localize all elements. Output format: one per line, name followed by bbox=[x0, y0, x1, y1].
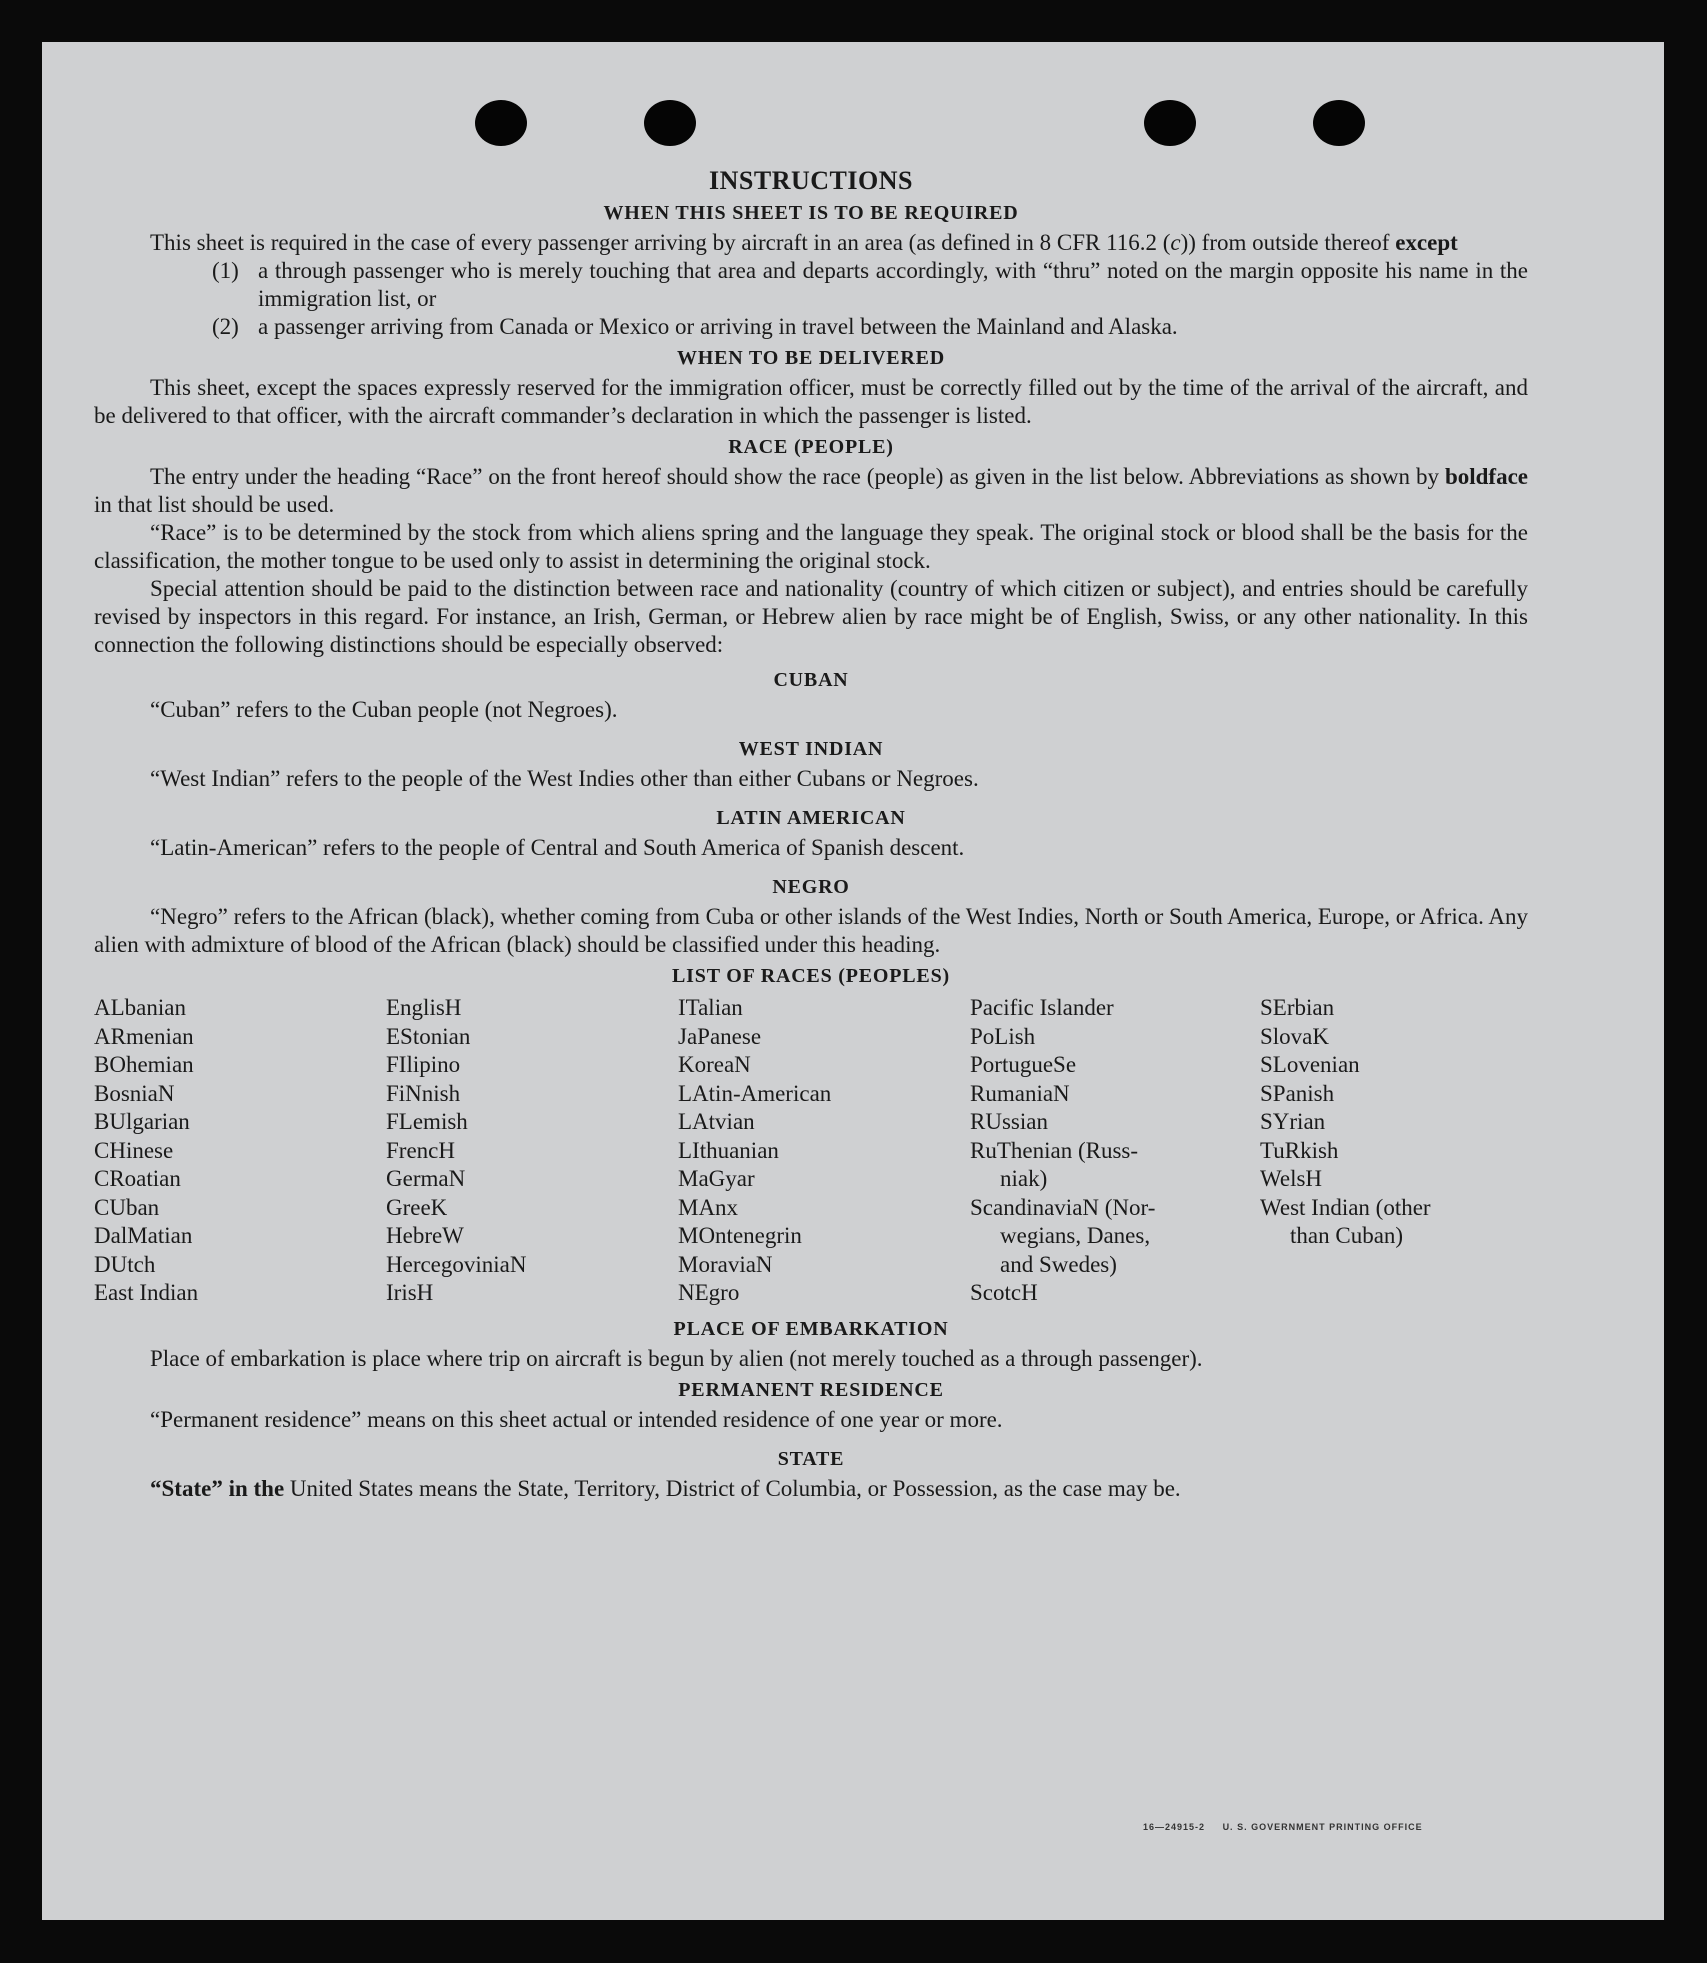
race-entry: SPanish bbox=[1260, 1080, 1335, 1106]
race-entry: BOhemian bbox=[94, 1052, 194, 1077]
race-paragraph-3: Special attention should be paid to the distinction between race and nationality (country of which citizen or subject), and entries should be carefully revised by inspectors in this regard. For instance, an Irish, German, or Hebrew alien by race might be of English, Swiss, or any other nationality. In this connection the following distinctions should be especially observed: bbox=[94, 576, 1528, 657]
races-list bbox=[94, 994, 1528, 1308]
race-entry: HercegoviniaN bbox=[386, 1251, 527, 1277]
punch-hole bbox=[1313, 100, 1365, 146]
race-entry: DalMatian bbox=[94, 1223, 193, 1248]
race-entry: FrencH bbox=[386, 1137, 455, 1163]
race-entry: LAtvian bbox=[678, 1109, 755, 1134]
document-sheet bbox=[42, 42, 1664, 1920]
delivered-text: This sheet, except the spaces expressly reserved for the immigration officer, must be correctly filled out by the time of the arrival of the aircraft, and be delivered to that officer, with the aircraft commander’s declaration in which the passenger is listed. bbox=[94, 375, 1528, 428]
printer-name: U. S. GOVERNMENT PRINTING OFFICE bbox=[1222, 1822, 1423, 1832]
race-paragraph-2: “Race” is to be determined by the stock from which aliens spring and the language they speak. The original stock or blood shall be the basis for the classification, the mother tongue to be used only to assist in determining the original stock. bbox=[94, 520, 1528, 573]
race-entry: JaPanese bbox=[678, 1023, 762, 1049]
race-entry: SlovaK bbox=[1260, 1023, 1329, 1049]
race-paragraph-1: The entry under the heading “Race” on the front hereof should show the race (people) as given in the list below. Abbreviations as shown by boldface in that list should be used. bbox=[94, 464, 1528, 517]
race-entry: EStonian bbox=[386, 1023, 471, 1049]
race-entry: PortugueSe bbox=[970, 1052, 1077, 1077]
race-entry: ALbanian bbox=[94, 995, 186, 1020]
state-text: “State” in the United States means the State, Territory, District of Columbia, or Possession, as the case may be. bbox=[150, 1475, 1181, 1501]
race-entry: SLovenian bbox=[1260, 1052, 1360, 1077]
race-entry: WelsH bbox=[1260, 1166, 1323, 1191]
race-entry: KoreaN bbox=[678, 1052, 751, 1077]
race-entry: MaGyar bbox=[678, 1166, 755, 1191]
printer-footer bbox=[1143, 1822, 1423, 1832]
race-entry-continuation: and Swedes) bbox=[1000, 1251, 1117, 1277]
races-column-5 bbox=[1260, 994, 1518, 1308]
race-entry: BosniaN bbox=[94, 1080, 175, 1106]
race-entry: SYrian bbox=[1260, 1109, 1326, 1134]
section-heading-latin-american: LATIN AMERICAN bbox=[716, 807, 906, 829]
race-entry: DUtch bbox=[94, 1251, 156, 1277]
race-entry: EnglisH bbox=[386, 995, 462, 1020]
section-heading-west-indian: WEST INDIAN bbox=[738, 738, 884, 760]
race-entry: HebreW bbox=[386, 1223, 464, 1248]
embarkation-text: Place of embarkation is place where trip on aircraft is begun by alien (not merely touched as a through passenger). bbox=[150, 1345, 1203, 1371]
instructions-content bbox=[94, 166, 1528, 1503]
race-entry: West Indian (other bbox=[1260, 1194, 1431, 1220]
race-entry: CRoatian bbox=[94, 1166, 181, 1191]
race-entry: BUlgarian bbox=[94, 1109, 190, 1134]
race-entry-continuation: than Cuban) bbox=[1290, 1223, 1404, 1248]
form-number: 16—24915-2 bbox=[1143, 1822, 1206, 1832]
race-entry: IrisH bbox=[386, 1280, 434, 1305]
residence-text: “Permanent residence” means on this sheet actual or intended residence of one year or more. bbox=[150, 1406, 1003, 1432]
race-entry: PoLish bbox=[970, 1023, 1036, 1049]
race-entry: CUban bbox=[94, 1194, 160, 1220]
section-heading-residence: PERMANENT RESIDENCE bbox=[678, 1378, 944, 1401]
negro-text: “Negro” refers to the African (black), whether coming from Cuba or other islands of the West Indies, North or South America, Europe, or Africa. Any alien with admixture of blood of the African (black) should be classified under this heading. bbox=[94, 904, 1528, 957]
punch-hole bbox=[644, 100, 696, 146]
race-entry: ARmenian bbox=[94, 1023, 194, 1049]
race-entry: RuThenian (Russ- bbox=[970, 1137, 1139, 1163]
races-column-3 bbox=[678, 994, 970, 1308]
race-entry-continuation: niak) bbox=[1000, 1166, 1048, 1191]
race-entry: RumaniaN bbox=[970, 1080, 1070, 1106]
race-entry-continuation: wegians, Danes, bbox=[1000, 1223, 1151, 1248]
punch-hole bbox=[1144, 100, 1196, 146]
section-heading-delivered: WHEN TO BE DELIVERED bbox=[676, 347, 946, 369]
race-entry: MOntenegrin bbox=[678, 1223, 802, 1248]
race-entry: East Indian bbox=[94, 1280, 199, 1305]
race-entry: NEgro bbox=[678, 1280, 740, 1305]
west-indian-text: “West Indian” refers to the people of the West Indies other than either Cubans or Negroes. bbox=[150, 766, 979, 791]
section-heading-required: WHEN THIS SHEET IS TO BE REQUIRED bbox=[603, 202, 1019, 224]
races-column-2 bbox=[386, 994, 678, 1308]
cuban-text: “Cuban” refers to the Cuban people (not Negroes). bbox=[150, 697, 618, 722]
section-heading-cuban: CUBAN bbox=[773, 669, 849, 691]
section-heading-state: STATE bbox=[777, 1447, 845, 1470]
page-title: INSTRUCTIONS bbox=[709, 166, 913, 195]
race-entry: SErbian bbox=[1260, 995, 1335, 1020]
race-entry: Pacific Islander bbox=[970, 995, 1114, 1020]
race-entry: RUssian bbox=[970, 1109, 1048, 1134]
race-entry: FLemish bbox=[386, 1109, 468, 1134]
races-column-4 bbox=[970, 994, 1260, 1308]
race-entry: MAnx bbox=[678, 1194, 739, 1220]
race-entry: LAtin-American bbox=[678, 1080, 832, 1106]
race-entry: ScandinaviaN (Nor- bbox=[970, 1194, 1156, 1220]
race-entry: ITalian bbox=[678, 995, 743, 1020]
section-heading-negro: NEGRO bbox=[772, 876, 850, 898]
section-heading-embarkation: PLACE OF EMBARKATION bbox=[673, 1317, 949, 1340]
punch-hole bbox=[475, 100, 527, 146]
required-intro: This sheet is required in the case of every passenger arriving by aircraft in an area (as defined in 8 CFR 116.2 (c)) from outside thereof except bbox=[150, 230, 1458, 255]
race-entry: CHinese bbox=[94, 1137, 174, 1163]
race-entry: ScotcH bbox=[970, 1280, 1038, 1305]
race-entry: GreeK bbox=[386, 1194, 448, 1220]
races-column-1 bbox=[94, 994, 386, 1308]
exception-item-2: (2) a passenger arriving from Canada or Mexico or arriving in travel between the Mainland and Alaska. bbox=[212, 314, 1178, 339]
race-entry: LIthuanian bbox=[678, 1137, 779, 1163]
section-heading-race: RACE (PEOPLE) bbox=[728, 436, 894, 458]
latin-american-text: “Latin-American” refers to the people of Central and South America of Spanish descent. bbox=[150, 835, 965, 860]
race-entry: GermaN bbox=[386, 1166, 466, 1191]
section-heading-list-of-races: LIST OF RACES (PEOPLES) bbox=[672, 965, 950, 987]
race-entry: TuRkish bbox=[1260, 1137, 1339, 1163]
exception-item-1: (1) a through passenger who is merely touching that area and departs accordingly, with “thru” noted on the margin opposite his name in the immigration list, or bbox=[212, 258, 1528, 311]
race-entry: FiNnish bbox=[386, 1080, 461, 1106]
race-entry: FIlipino bbox=[386, 1052, 461, 1077]
race-entry: MoraviaN bbox=[678, 1251, 773, 1277]
